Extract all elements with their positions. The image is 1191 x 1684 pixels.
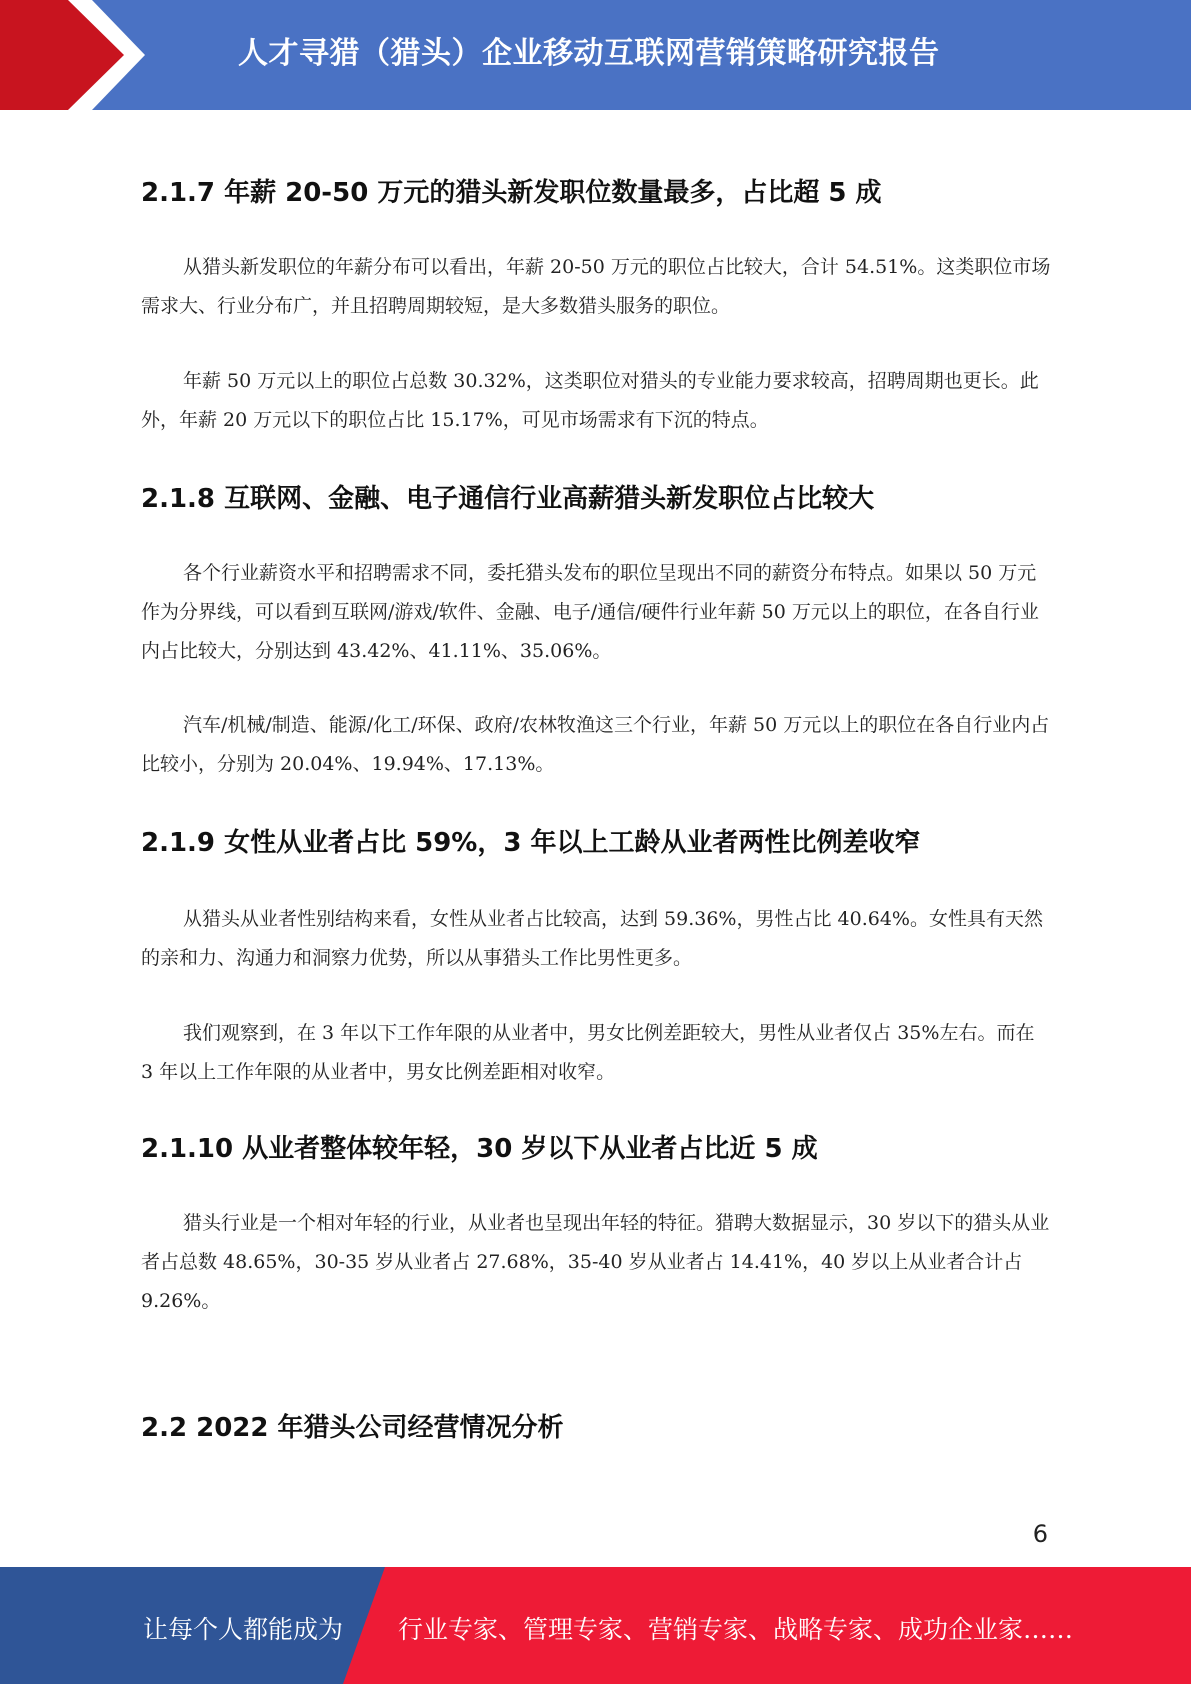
paragraph: 汽车/机械/制造、能源/化工/环保、政府/农林牧渔这三个行业，年薪 50 万元以上的职位在各自行业内占比较小，分别为 20.04%、19.94%、17.13%。 bbox=[141, 714, 1050, 775]
section-heading-2-1-9: 2.1.9 女性从业者占比 59%，3 年以上工龄从业者两性比例差收窄 bbox=[141, 828, 921, 858]
page-footer bbox=[0, 1567, 1191, 1684]
paragraph: 从猎头新发职位的年薪分布可以看出，年薪 20-50 万元的职位占比较大，合计 54.51%。这类职位市场需求大、行业分布广，并且招聘周期较短，是大多数猎头服务的职位。 bbox=[141, 256, 1051, 317]
page-number: 6 bbox=[1032, 1520, 1048, 1548]
footer-slogan-right: 行业专家、管理专家、营销专家、战略专家、成功企业家…… bbox=[398, 1615, 1074, 1644]
paragraph: 各个行业薪资水平和招聘需求不同，委托猎头发布的职位呈现出不同的薪资分布特点。如果以 50 万元作为分界线，可以看到互联网/游戏/软件、金融、电子/通信/硬件行业年薪 50 万元以上的职位，在各自行业内占比较大，分别达到 43.42%、41.11%、35.06%。 bbox=[141, 562, 1039, 662]
paragraph: 从猎头从业者性别结构来看，女性从业者占比较高，达到 59.36%，男性占比 40.64%。女性具有天然的亲和力、沟通力和洞察力优势，所以从事猎头工作比男性更多。 bbox=[141, 908, 1043, 969]
section-heading-2-1-7: 2.1.7 年薪 20-50 万元的猎头新发职位数量最多，占比超 5 成 bbox=[141, 178, 882, 208]
section-heading-2-1-8: 2.1.8 互联网、金融、电子通信行业高薪猎头新发职位占比较大 bbox=[141, 484, 875, 514]
paragraph: 我们观察到，在 3 年以下工作年限的从业者中，男女比例差距较大，男性从业者仅占 35%左右。而在 3 年以上工作年限的从业者中，男女比例差距相对收窄。 bbox=[141, 1022, 1035, 1083]
page-header bbox=[0, 0, 1191, 110]
section-heading-2-1-10: 2.1.10 从业者整体较年轻，30 岁以下从业者占比近 5 成 bbox=[141, 1134, 818, 1164]
paragraph: 年薪 50 万元以上的职位占总数 30.32%，这类职位对猎头的专业能力要求较高，招聘周期也更长。此外，年薪 20 万元以下的职位占比 15.17%，可见市场需求有下沉的特点。 bbox=[141, 370, 1039, 431]
report-title: 人才寻猎（猎头）企业移动互联网营销策略研究报告 bbox=[238, 36, 940, 71]
footer-slogan-left: 让每个人都能成为 bbox=[143, 1615, 344, 1644]
paragraph: 猎头行业是一个相对年轻的行业，从业者也呈现出年轻的特征。猎聘大数据显示，30 岁以下的猎头从业者占总数 48.65%，30-35 岁从业者占 27.68%，35-40 岁从业者占 14.41%，40 岁以上从业者合计占 9.26%。 bbox=[141, 1212, 1050, 1312]
section-heading-2-2: 2.2 2022 年猎头公司经营情况分析 bbox=[141, 1413, 564, 1443]
